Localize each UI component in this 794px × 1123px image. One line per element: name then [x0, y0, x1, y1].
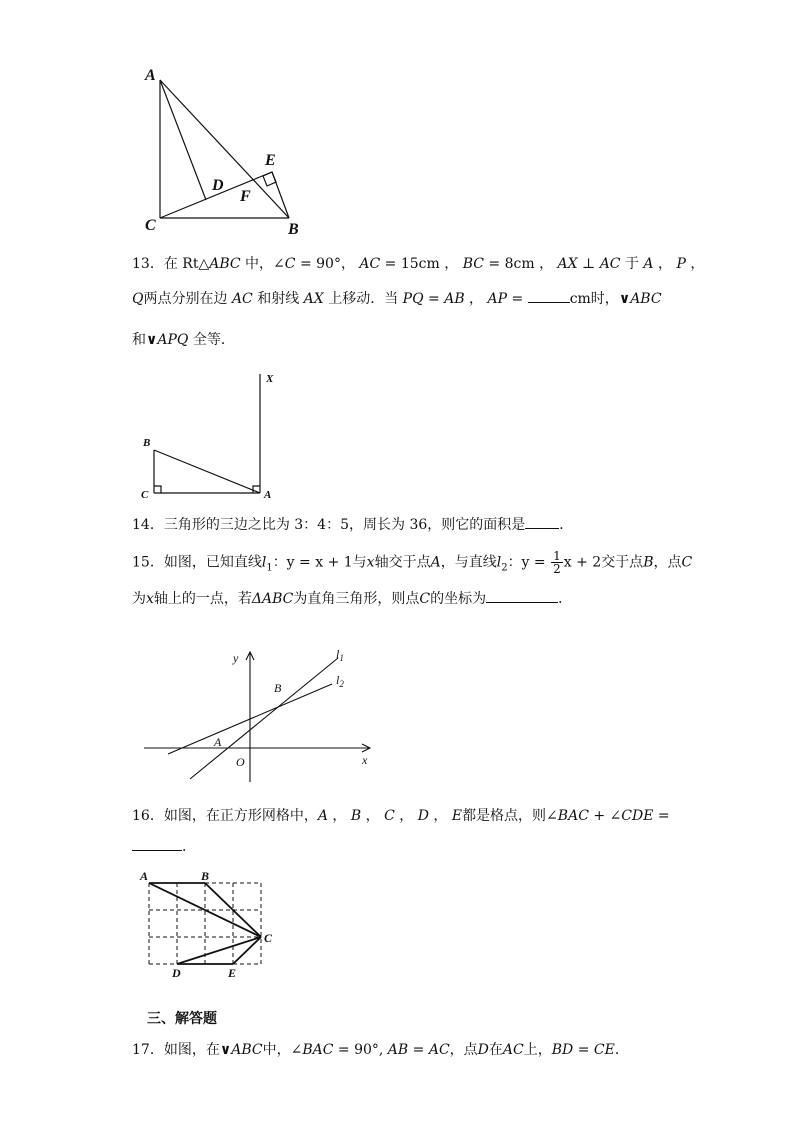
q17-number: 17．: [132, 1042, 164, 1058]
q17-text: 中，∠: [262, 1042, 303, 1058]
q13-text: =: [423, 291, 445, 307]
q15-text: x: [146, 591, 154, 607]
q15-fraction-numerator: 1: [553, 549, 561, 563]
q16-text: =: [653, 808, 670, 824]
q14-text: ．: [559, 517, 574, 533]
q16-text: E: [451, 808, 463, 824]
q15-text: ，点: [653, 554, 682, 571]
q15-text: l: [261, 554, 267, 571]
fig12-label-e: E: [265, 152, 276, 169]
q15-text: l: [496, 554, 502, 571]
q13-text: 于: [620, 256, 644, 272]
q17-text: 如图，在: [163, 1042, 220, 1058]
q13-text: Q: [132, 291, 144, 307]
q13-text: AX: [303, 291, 324, 307]
q13-triangle-symbol: ∨: [618, 291, 631, 307]
fig13-label-b: B: [143, 437, 151, 449]
q13-text: AX: [557, 256, 578, 272]
fig16-label-e: E: [228, 966, 237, 980]
q17-text: CE: [593, 1042, 615, 1058]
q13-text: =: [507, 291, 528, 307]
q13-text: ，: [653, 256, 677, 272]
q15-text: ΔABC: [251, 591, 294, 607]
q13-text: 在 Rt△: [163, 256, 210, 272]
q17-line: [132, 1040, 629, 1060]
q17-text: 上，: [523, 1042, 552, 1058]
q13-text: AC: [599, 256, 621, 272]
q13-text: APQ: [157, 332, 189, 348]
q13-text: AP: [487, 291, 508, 307]
q14-text: 三角形的三边之比为 3：4：5，周长为 36，则它的面积是: [163, 517, 526, 533]
q13-text: ⊥: [577, 256, 600, 272]
q15-text: 轴交于点: [374, 554, 431, 571]
q16-text: CDE: [621, 808, 654, 824]
q15-text: x: [366, 554, 375, 571]
q17-text: = 90°,: [333, 1042, 388, 1058]
fig15-label-l2: $l_2$: [336, 673, 344, 689]
q16-text: ．: [182, 839, 196, 855]
q16-text: ，: [394, 808, 418, 824]
q15-text: 为直角三角形，则点: [293, 591, 420, 607]
q15-number: 15．: [132, 554, 164, 571]
q15-text: 2: [501, 562, 508, 574]
q15-fraction-denominator: 2: [553, 562, 561, 576]
q17-text: AB: [387, 1042, 409, 1058]
q16-text: ，: [327, 808, 351, 824]
q13-text: = 15cm ，: [380, 256, 463, 272]
q16-number: 16．: [132, 808, 164, 824]
q13-text: AB: [444, 291, 465, 307]
q13-text: PQ: [402, 291, 424, 307]
q15-text: ：y =: [507, 554, 551, 571]
q16-text: ，: [428, 808, 452, 824]
q13-text: ，: [685, 256, 705, 272]
q17-text: 在: [488, 1042, 503, 1058]
q17-text: BD: [551, 1042, 574, 1058]
q13-number: 13．: [132, 256, 164, 272]
q13-text: 两点分别在边: [143, 291, 232, 307]
q15-text: 的坐标为: [430, 591, 487, 607]
fig12-label-a: A: [145, 67, 156, 84]
q13-text: 和射线: [252, 291, 304, 307]
q16-text: BAC: [557, 808, 589, 824]
q13-text: 上移动．当: [323, 291, 403, 307]
q17-text: ABC: [231, 1042, 263, 1058]
fig15-label-a: A: [214, 735, 222, 749]
fig15-label-b: B: [274, 681, 282, 695]
q13-text: ABC: [209, 256, 241, 272]
q17-text: ．: [614, 1042, 629, 1058]
fig15-label-y: y: [233, 651, 239, 665]
q17-text: =: [573, 1042, 594, 1058]
q13-text: = 90°，: [295, 256, 360, 272]
q15-text: B: [643, 554, 654, 571]
q16-text: + ∠: [588, 808, 622, 824]
q15-text: ．: [558, 591, 573, 607]
q15-text: 1: [266, 562, 273, 574]
q13-text: BC: [462, 256, 484, 272]
fig12-label-c: C: [145, 217, 156, 234]
q16-text: B: [350, 808, 362, 824]
q15-text: 轴上的一点，若: [153, 591, 252, 607]
q14-number: 14．: [132, 517, 164, 533]
q13-text: A: [643, 256, 654, 272]
q15-text: x + 2: [563, 554, 602, 571]
q13-text: ABC: [630, 291, 662, 307]
fig16-label-d: D: [172, 966, 181, 980]
fig15-label-x: x: [362, 753, 368, 767]
q13-text: 全等．: [188, 332, 235, 348]
q13-text: 和: [132, 332, 146, 348]
q17-text: =: [408, 1042, 429, 1058]
fig13-label-x: X: [266, 373, 274, 385]
q15-text: C: [681, 554, 693, 571]
q13-text: 中，∠: [240, 256, 285, 272]
q17-triangle-symbol: ∨: [219, 1042, 232, 1058]
q17-text: BAC: [302, 1042, 334, 1058]
q17-text: D: [477, 1042, 489, 1058]
q17-text: AC: [502, 1042, 524, 1058]
q15-text: ，与直线: [440, 554, 497, 571]
fig16-label-a: A: [140, 869, 149, 883]
q15-text: 交于点: [601, 554, 644, 571]
q13-text: AC: [359, 256, 381, 272]
q13-triangle-symbol: ∨: [146, 332, 158, 348]
q16-text: D: [417, 808, 429, 824]
q15-text: A: [430, 554, 441, 571]
q17-text: ，点: [449, 1042, 478, 1058]
q15-text: 如图，已知直线: [163, 554, 262, 571]
q16-text: 如图，在正方形网格中，: [163, 808, 318, 824]
fig15-label-o: O: [236, 755, 245, 769]
q16-text: 都是格点，则∠: [462, 808, 558, 824]
q16-text: A: [317, 808, 328, 824]
q13-text: C: [284, 256, 296, 272]
fig12-label-b: B: [288, 221, 299, 238]
fig16-label-b: B: [201, 869, 210, 883]
q15-text: 与: [352, 554, 367, 571]
q17-text: AC: [428, 1042, 450, 1058]
fig16-label-c: C: [264, 931, 273, 945]
fig12-label-f: F: [240, 188, 251, 205]
q13-text: ，: [464, 291, 488, 307]
q13-text: P: [676, 256, 686, 272]
q15-text: 为: [132, 591, 146, 607]
fig12-label-d: D: [212, 177, 224, 194]
q15-text: ：y = x + 1: [272, 554, 353, 571]
q16-text: C: [384, 808, 395, 824]
section-heading: 三、解答题: [147, 1011, 217, 1027]
fig13-label-a: A: [264, 489, 272, 501]
fig15-label-l1: $l_1$: [336, 647, 344, 663]
q15-text: C: [419, 591, 431, 607]
q13-text: = 8cm ，: [483, 256, 558, 272]
q13-text: cm时，: [569, 291, 619, 307]
q13-text: AC: [231, 291, 253, 307]
q16-text: ，: [361, 808, 385, 824]
fig13-label-c: C: [141, 489, 149, 501]
